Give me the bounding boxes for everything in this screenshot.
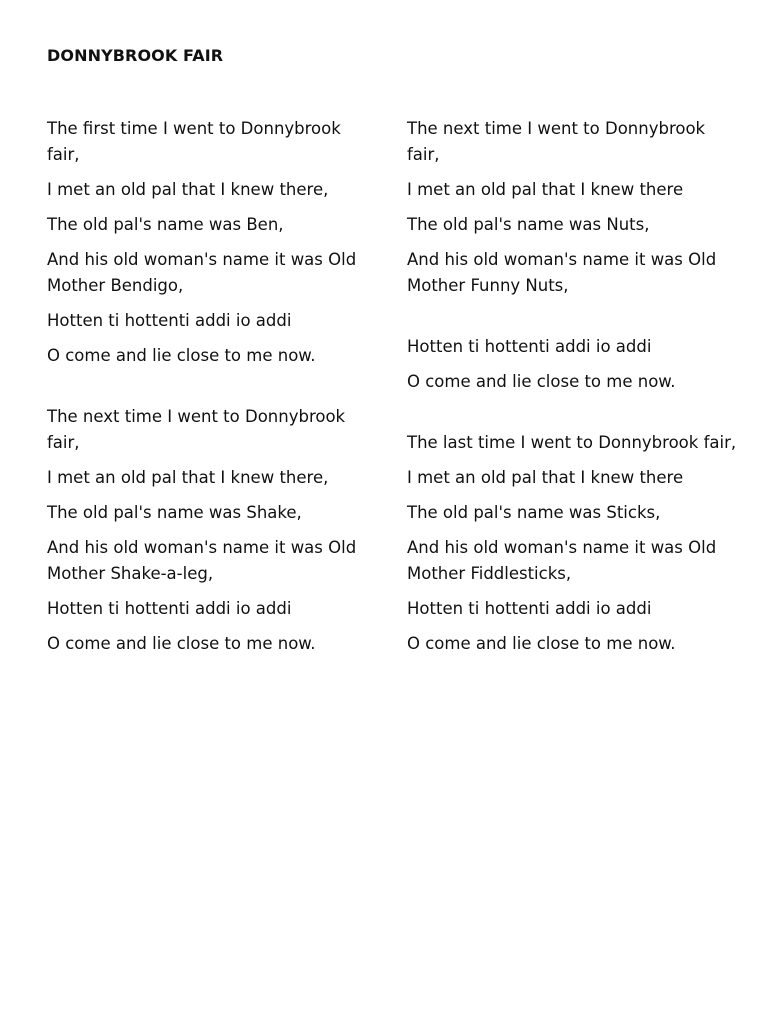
lyric-line: I met an old pal that I knew there, [47,468,329,487]
lyric-line: And his old woman's name it was Old Mother Bendigo, [47,250,357,295]
song-title: DONNYBROOK FAIR [47,46,224,65]
lyric-line: Hotten ti hottenti addi io addi [47,311,292,330]
lyric-line: And his old woman's name it was Old Mother Shake-a-leg, [47,538,357,583]
lyric-line: I met an old pal that I knew there [407,468,684,487]
blank-line [407,308,737,334]
lyric-line: The old pal's name was Shake, [47,503,302,522]
stanza-gap [47,378,377,404]
stanza-4 [407,430,737,657]
lyric-line: The first time I went to Donnybrook fair, [47,119,341,164]
lyric-line: The old pal's name was Sticks, [407,503,661,522]
lyric-line: Hotten ti hottenti addi io addi [407,337,652,356]
stanza-gap [407,404,737,430]
lyric-line: O come and lie close to me now. [47,634,316,653]
lyric-line: The old pal's name was Nuts, [407,215,650,234]
lyric-line: O come and lie close to me now. [407,634,676,653]
stanza-2 [47,404,377,657]
lyric-line: And his old woman's name it was Old Mother Fiddlesticks, [407,538,717,583]
lyric-line: Hotten ti hottenti addi io addi [407,599,652,618]
stanza-3 [407,116,737,395]
lyric-line: The next time I went to Donnybrook fair, [47,407,346,452]
lyric-line: O come and lie close to me now. [407,372,676,391]
lyric-line: The next time I went to Donnybrook fair, [407,119,706,164]
lyric-line: And his old woman's name it was Old Mother Funny Nuts, [407,250,717,295]
lyric-line: I met an old pal that I knew there, [47,180,329,199]
left-column [47,116,377,666]
lyric-line: The old pal's name was Ben, [47,215,284,234]
stanza-1 [47,116,377,369]
lyric-line: I met an old pal that I knew there [407,180,684,199]
lyric-line: The last time I went to Donnybrook fair, [407,433,737,452]
lyric-line: O come and lie close to me now. [47,346,316,365]
right-column [407,116,737,666]
lyric-line: Hotten ti hottenti addi io addi [47,599,292,618]
